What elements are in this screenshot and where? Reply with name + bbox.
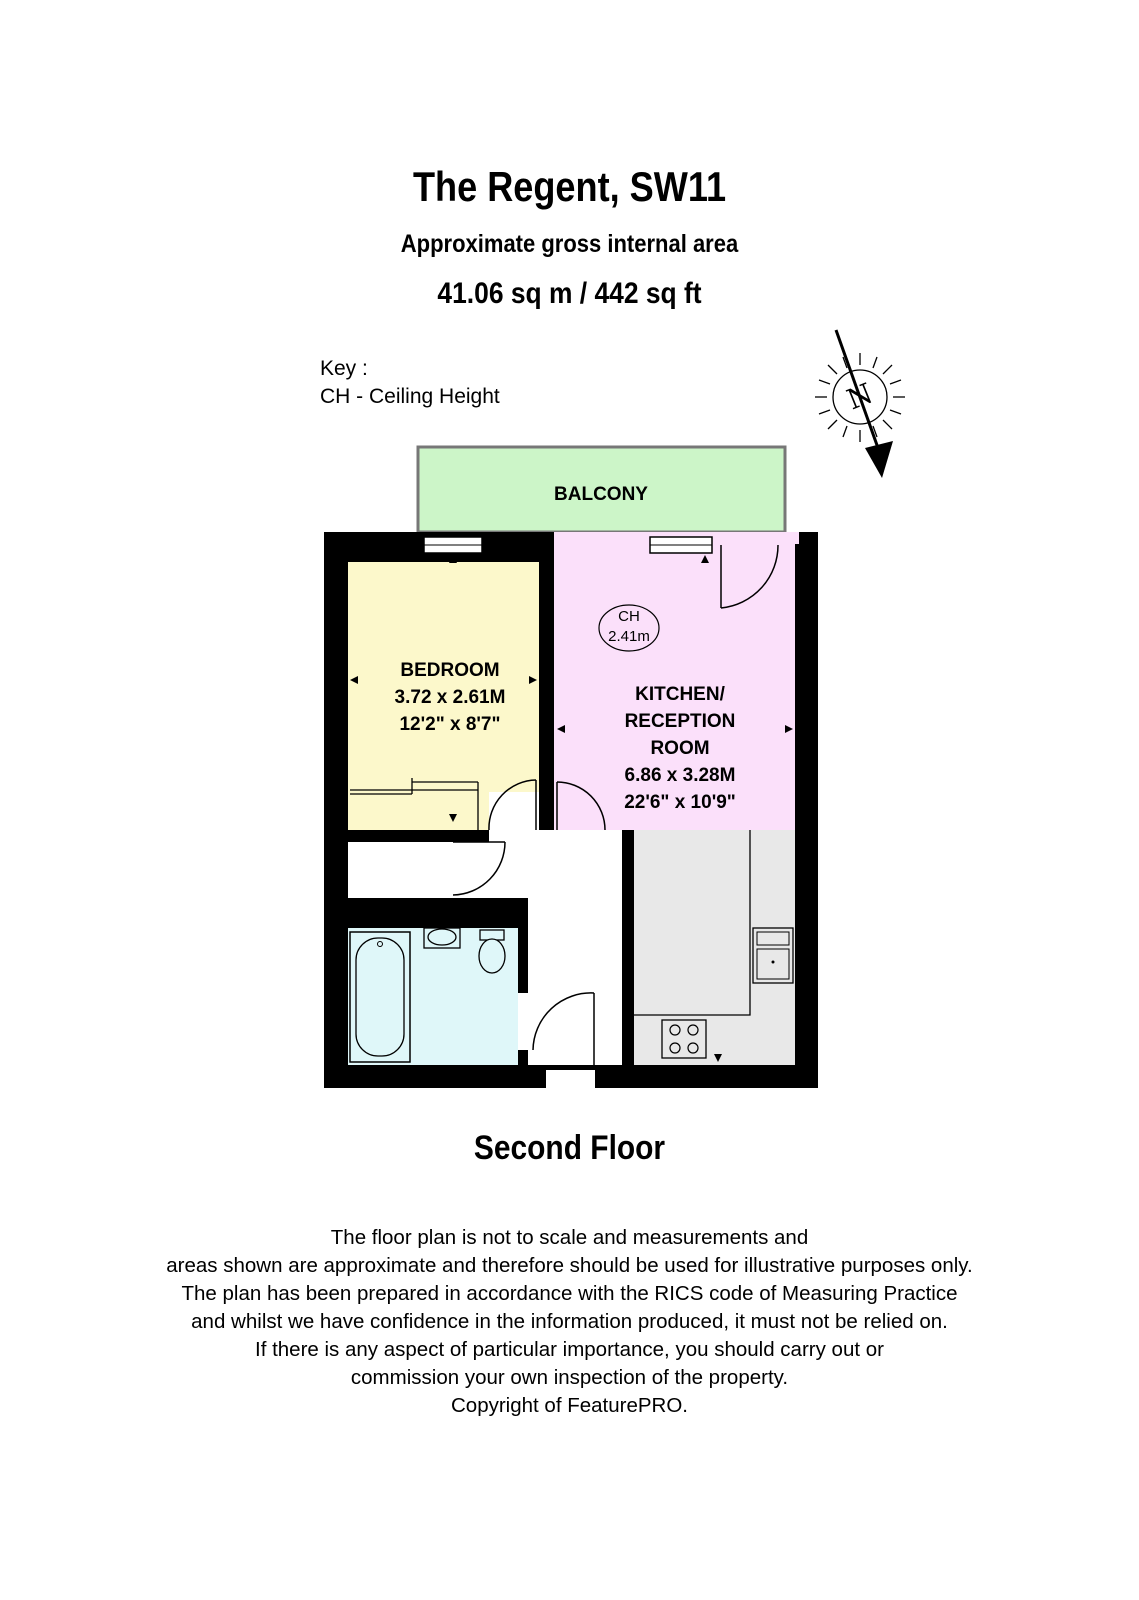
disclaimer-line: areas shown are approximate and therefore should be used for illustrative purposes only. (166, 1254, 973, 1277)
disclaimer-line: The plan has been prepared in accordance with the RICS code of Measuring Practice (181, 1282, 958, 1305)
disclaimer-line: Copyright of FeaturePRO. (451, 1394, 688, 1417)
disclaimer (0, 1224, 1139, 1420)
area-subtitle: Approximate gross internal area (400, 230, 739, 258)
kitchen-sink (753, 928, 793, 983)
compass-letter: N (842, 376, 878, 417)
kitchen-imperial: 22'6" x 10'9" (624, 792, 736, 813)
page-title: The Regent, SW11 (412, 163, 727, 210)
floor-label: Second Floor (473, 1129, 666, 1167)
kitchen-name-line3: ROOM (650, 738, 710, 759)
key-heading: Key : (320, 357, 368, 380)
washbasin (424, 928, 460, 948)
compass-icon (815, 330, 905, 478)
disclaimer-line: commission your own inspection of the property. (350, 1366, 789, 1389)
disclaimer-line: The floor plan is not to scale and measurements and (330, 1226, 809, 1249)
disclaimer-line: and whilst we have confidence in the information produced, it must not be relied on. (191, 1310, 948, 1333)
area-value: 41.06 sq m / 442 sq ft (437, 277, 702, 310)
disclaimer-line: If there is any aspect of particular importance, you should carry out or (255, 1338, 884, 1361)
hob (662, 1020, 706, 1058)
kitchen-metric: 6.86 x 3.28M (624, 765, 736, 786)
kitchen-name-line2: RECEPTION (624, 711, 736, 732)
key-item: CH - Ceiling Height (320, 385, 500, 408)
bedroom-imperial: 12'2" x 8'7" (399, 714, 501, 735)
bedroom-metric: 3.72 x 2.61M (394, 687, 506, 708)
kitchen-name-line1: KITCHEN/ (635, 684, 725, 705)
ch-value: 2.41m (608, 628, 650, 645)
bathtub (350, 932, 410, 1062)
toilet (479, 930, 505, 973)
ch-label: CH (618, 608, 640, 625)
balcony-label: BALCONY (554, 484, 648, 505)
bedroom-name: BEDROOM (400, 660, 500, 681)
